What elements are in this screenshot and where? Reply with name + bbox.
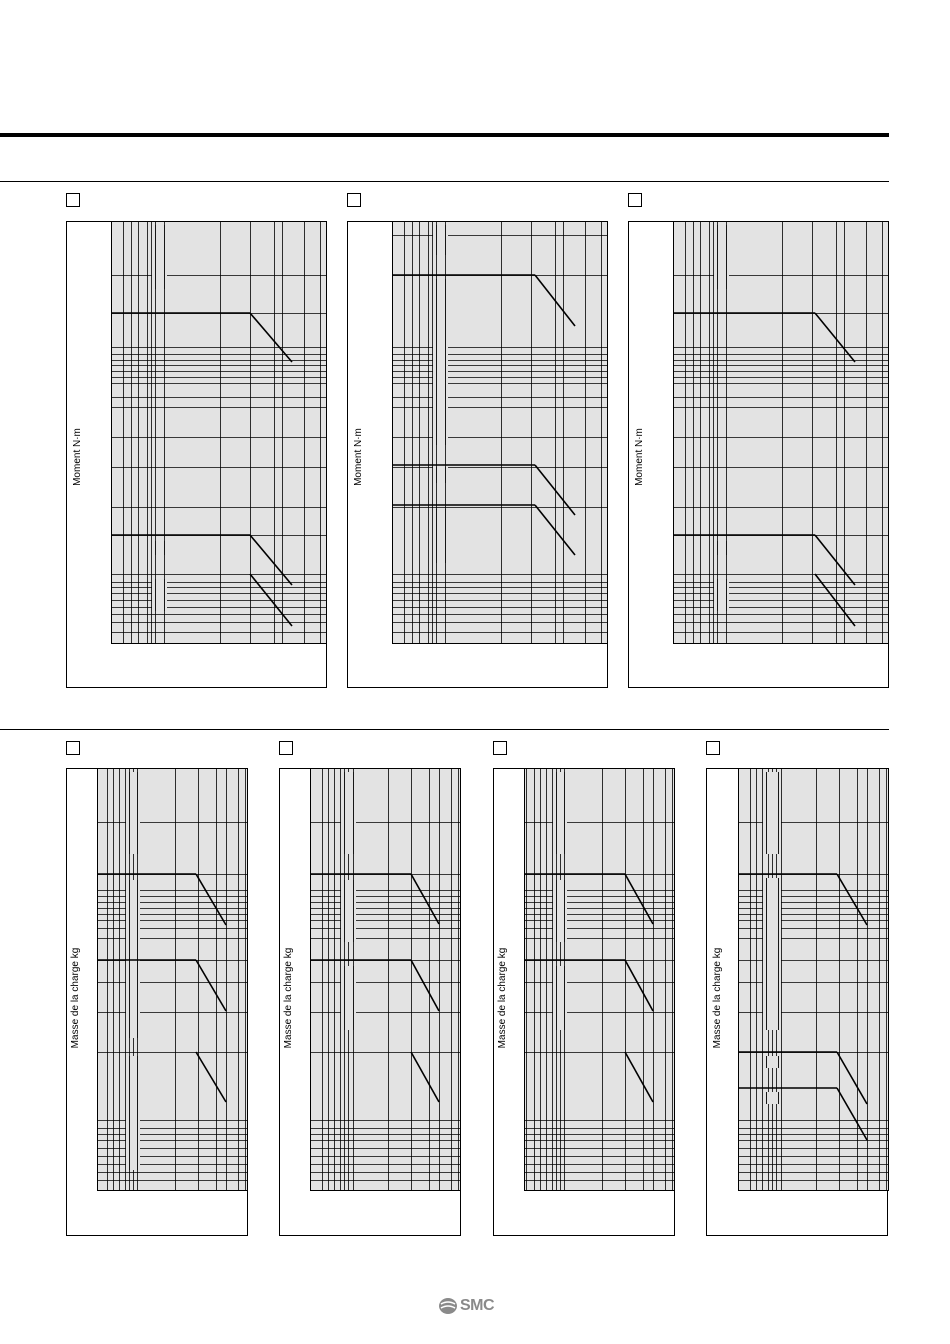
curve-segment: [625, 874, 653, 924]
moment-2-checkbox[interactable]: [347, 193, 361, 207]
curve-segment: [815, 574, 855, 626]
curve-segment: [196, 960, 226, 1011]
curve-segment: [625, 1052, 653, 1102]
moment-2-ylabel: Moment N·m: [353, 428, 364, 486]
curve-segment: [815, 535, 855, 585]
moment-3-plot: [673, 221, 889, 644]
moment-1-plot: [111, 221, 327, 644]
section-rule-mass: [0, 729, 889, 730]
mass-1-checkbox[interactable]: [66, 741, 80, 755]
mass-1-grid: [97, 768, 248, 1191]
moment-3-grid: [673, 221, 889, 644]
mass-4-ylabel: Masse de la charge kg: [712, 947, 723, 1049]
moment-3-ylabel: Moment N·m: [634, 428, 645, 486]
mass-4-grid: [738, 768, 889, 1191]
curve-segment: [411, 874, 439, 924]
curve-segment: [250, 535, 292, 585]
mass-2-checkbox[interactable]: [279, 741, 293, 755]
curve-segment: [625, 960, 653, 1011]
moment-2-grid: [392, 221, 608, 644]
moment-1-ylabel: Moment N·m: [72, 428, 83, 486]
mass-3-checkbox[interactable]: [493, 741, 507, 755]
mass-3-grid: [524, 768, 675, 1191]
mass-2-ylabel: Masse de la charge kg: [283, 947, 294, 1049]
mass-2-plot: [310, 768, 461, 1191]
smc-logo: [438, 1294, 502, 1318]
curve-segment: [411, 960, 439, 1011]
mass-3-plot: [524, 768, 675, 1191]
curve-segment: [411, 1052, 439, 1102]
mass-4-plot: [738, 768, 889, 1191]
section-rule-moment: [0, 181, 889, 182]
moment-1-checkbox[interactable]: [66, 193, 80, 207]
curve-segment: [837, 874, 867, 925]
moment-3-checkbox[interactable]: [628, 193, 642, 207]
curve-segment: [196, 874, 226, 925]
top-rule: [0, 133, 889, 137]
mass-1-ylabel: Masse de la charge kg: [70, 947, 81, 1049]
curve-segment: [250, 574, 292, 626]
curve-segment: [535, 505, 575, 555]
smc-logo-icon: [438, 1296, 458, 1316]
mass-2-grid: [310, 768, 461, 1191]
moment-1-grid: [111, 221, 327, 644]
curve-segment: [535, 275, 575, 326]
mass-4-checkbox[interactable]: [706, 741, 720, 755]
curve-segment: [196, 1052, 226, 1102]
mass-1-plot: [97, 768, 248, 1191]
moment-2-plot: [392, 221, 608, 644]
smc-logo-text: SMC: [460, 1297, 495, 1314]
mass-3-ylabel: Masse de la charge kg: [497, 947, 508, 1049]
